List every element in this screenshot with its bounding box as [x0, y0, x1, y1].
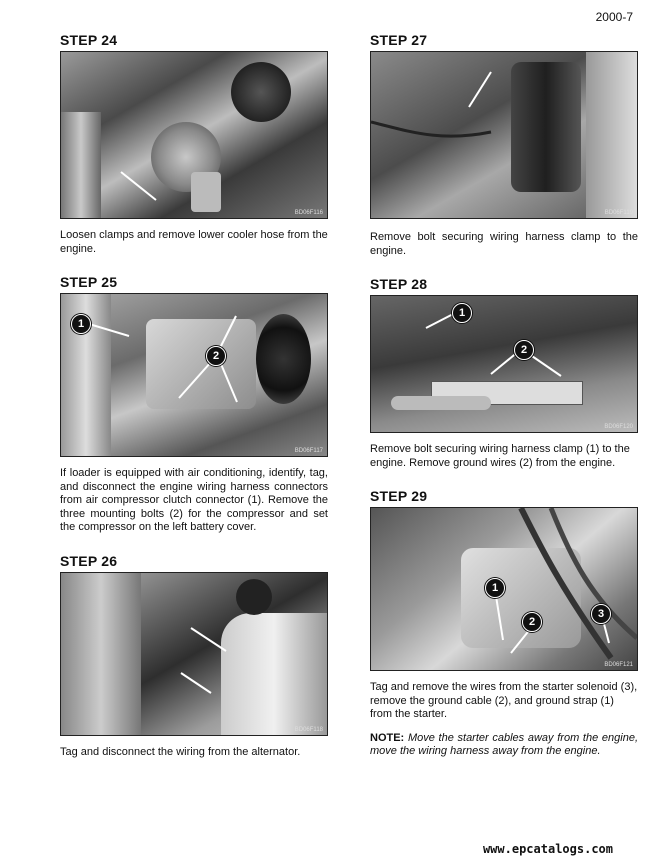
callout-2: 2 — [206, 346, 226, 366]
note-label: NOTE: — [370, 731, 405, 744]
step-24-caption: Loosen clamps and remove lower cooler hose from the engine. — [60, 229, 328, 255]
step-28-photo — [370, 295, 638, 433]
step-25 — [60, 274, 328, 535]
photo-code: BD06F117 — [294, 448, 323, 454]
step-28-caption: Remove bolt securing wiring harness clamp (1) to the engine. Remove ground wires (2) from the engine. — [370, 443, 630, 469]
callout-2: 2 — [522, 612, 542, 632]
step-26 — [60, 553, 328, 760]
step-27-caption: Remove bolt securing wiring harness clamp to the engine. — [370, 231, 638, 257]
photo-code: BD06F118 — [294, 726, 323, 733]
step-29 — [370, 488, 638, 759]
footer-url[interactable]: www.epcatalogs.com — [482, 842, 613, 856]
callout-3: 3 — [591, 604, 611, 624]
step-26-photo — [60, 572, 328, 736]
photo-code: BD06F119 — [604, 210, 633, 216]
callout-1: 1 — [452, 303, 472, 323]
step-29-caption: Tag and remove the wires from the starter solenoid (3), remove the ground cable (2), and ground strap (1) from the starter. — [370, 681, 638, 720]
note — [370, 732, 638, 759]
step-28 — [370, 276, 638, 470]
callout-2: 2 — [514, 340, 534, 360]
photo-code: BD06F120 — [604, 424, 633, 430]
step-27-photo — [370, 51, 638, 219]
page-number: 2000-7 — [595, 10, 633, 24]
step-title: STEP 26 — [60, 552, 118, 569]
photo-code: BD06F121 — [604, 662, 633, 668]
step-title: STEP 29 — [370, 488, 428, 504]
callout-1: 1 — [485, 578, 505, 598]
step-title: STEP 25 — [60, 274, 118, 290]
step-29-photo — [370, 507, 638, 671]
note-text: Move the starter cables away from the engine, move the wiring harness away from the engine. — [370, 731, 638, 757]
right-column — [370, 32, 638, 759]
step-25-photo — [60, 293, 328, 457]
step-27 — [370, 32, 638, 258]
photo-code: BD06F116 — [294, 210, 323, 216]
left-column — [60, 32, 328, 759]
callout-1: 1 — [71, 314, 91, 334]
step-title: STEP 24 — [60, 32, 118, 48]
step-26-caption: Tag and disconnect the wiring from the alternator. — [60, 745, 301, 758]
step-24-photo — [60, 51, 328, 219]
step-title: STEP 28 — [370, 276, 428, 292]
step-title: STEP 27 — [370, 32, 428, 48]
step-24 — [60, 32, 328, 256]
step-25-caption: If loader is equipped with air conditioning, identify, tag, and disconnect the engine wiring harness connectors from air compressor clutch connector (1). Remove the three mounting bolts (2) for the compressor and set the compressor on the left battery cover. — [60, 467, 328, 533]
